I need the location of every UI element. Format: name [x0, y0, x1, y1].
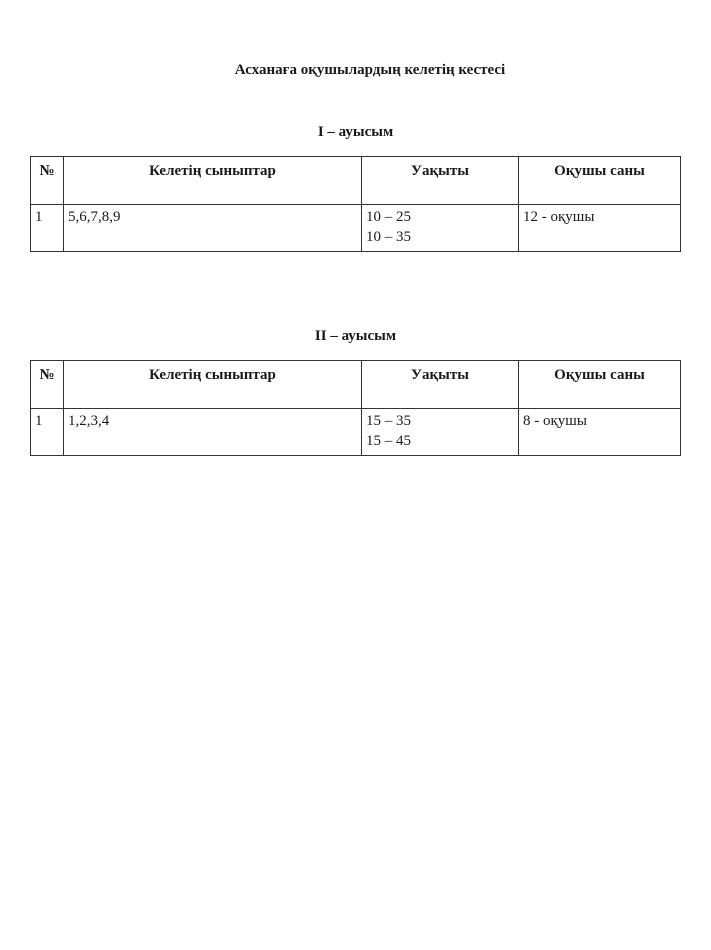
row-num: 1	[31, 205, 64, 252]
row-time	[362, 409, 519, 456]
column-header-num: №	[31, 361, 64, 409]
shift-2-title: II – ауысым	[314, 328, 397, 344]
table-row	[31, 205, 681, 252]
time-start: 15 – 35	[366, 413, 411, 429]
column-header-time: Уақыты	[362, 361, 519, 409]
column-header-classes: Келетің сыныптар	[64, 157, 362, 205]
row-count: 12 - оқушы	[519, 205, 681, 252]
time-end: 10 – 35	[366, 229, 411, 245]
time-end: 15 – 45	[366, 433, 411, 449]
column-header-count: Оқушы саны	[519, 157, 681, 205]
shift-1-title: I – ауысым	[317, 124, 394, 140]
row-time	[362, 205, 519, 252]
table-header-row	[31, 157, 681, 205]
shift-1-table	[30, 156, 681, 252]
column-header-classes: Келетің сыныптар	[64, 361, 362, 409]
row-classes: 1,2,3,4	[64, 409, 362, 456]
time-start: 10 – 25	[366, 209, 411, 225]
column-header-time: Уақыты	[362, 157, 519, 205]
shift-2-table	[30, 360, 681, 456]
column-header-count: Оқушы саны	[519, 361, 681, 409]
row-classes: 5,6,7,8,9	[64, 205, 362, 252]
row-count: 8 - оқушы	[519, 409, 681, 456]
column-header-num: №	[31, 157, 64, 205]
row-num: 1	[31, 409, 64, 456]
table-header-row	[31, 361, 681, 409]
table-row	[31, 409, 681, 456]
page-title: Асханаға оқушылардың келетің кестесі	[234, 62, 506, 78]
